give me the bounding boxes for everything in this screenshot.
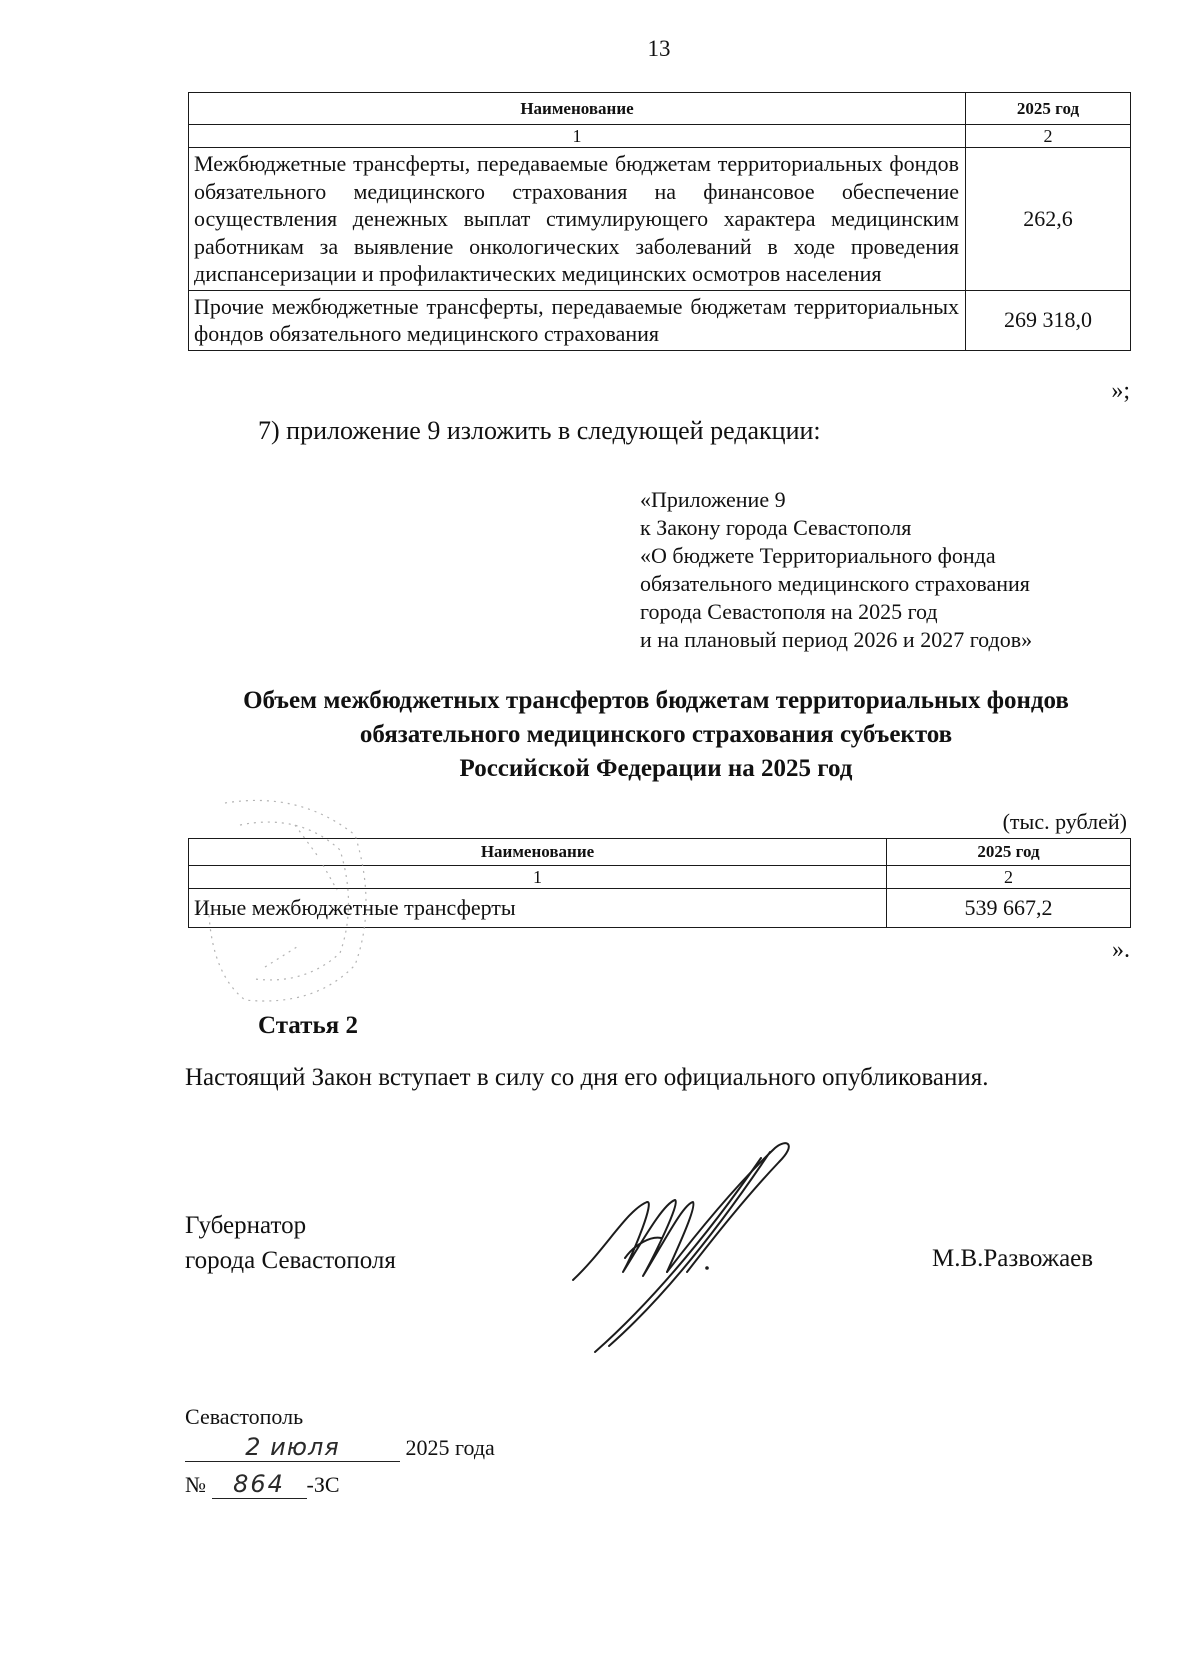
table-header-row bbox=[189, 93, 1131, 125]
signatory-title-line: города Севастополя bbox=[185, 1247, 396, 1274]
page-number: 13 bbox=[647, 36, 671, 61]
table-index-row bbox=[189, 125, 1131, 148]
handwritten-number: 864 bbox=[212, 1470, 307, 1499]
closing-quote-1: »; bbox=[1111, 378, 1130, 404]
table-title-line: обязательного медицинского страхования субъектов bbox=[359, 721, 953, 748]
signatory-title-line: Губернатор bbox=[185, 1212, 307, 1239]
appendix-line: и на плановый период 2026 и 2027 годов» bbox=[640, 627, 1033, 652]
row-value: 262,6 bbox=[966, 148, 1131, 291]
signatory-name: М.В.Развожаев bbox=[932, 1245, 1094, 1272]
transfers-table-1 bbox=[188, 92, 1131, 351]
signing-date bbox=[185, 1433, 495, 1462]
appendix-line: к Закону города Севастополя bbox=[640, 515, 912, 540]
column-index-year: 2 bbox=[966, 125, 1131, 148]
law-number bbox=[185, 1470, 340, 1499]
seal-stamp-icon bbox=[205, 795, 375, 1015]
row-name: Прочие межбюджетные трансферты, передаваемые бюджетам территориальных фондов обязательного медицинского страхования bbox=[189, 290, 966, 350]
column-header-year: 2025 год bbox=[966, 93, 1131, 125]
appendix-line: города Севастополя на 2025 год bbox=[640, 599, 938, 624]
appendix-heading bbox=[640, 486, 1032, 654]
handwritten-signature-icon bbox=[565, 1140, 825, 1360]
date-suffix: 2025 года bbox=[405, 1435, 495, 1460]
table-title-line: Объем межбюджетных трансфертов бюджетам территориальных фондов bbox=[243, 687, 1069, 714]
column-index-name: 1 bbox=[189, 866, 887, 889]
appendix-line: обязательного медицинского страхования bbox=[640, 571, 1030, 596]
column-index-year: 2 bbox=[887, 866, 1131, 889]
handwritten-date: 2 июля bbox=[185, 1433, 400, 1462]
article-text: Настоящий Закон вступает в силу со дня его официального опубликования. bbox=[185, 1064, 989, 1091]
number-suffix: -ЗС bbox=[306, 1472, 340, 1497]
column-header-name: Наименование bbox=[189, 93, 966, 125]
table-row bbox=[189, 148, 1131, 291]
place-of-signing: Севастополь bbox=[185, 1404, 304, 1429]
table-row bbox=[189, 290, 1131, 350]
signatory-title bbox=[185, 1208, 396, 1278]
closing-quote-2: ». bbox=[1112, 937, 1130, 963]
column-index-name: 1 bbox=[189, 125, 966, 148]
number-prefix: № bbox=[185, 1472, 206, 1497]
row-name: Межбюджетные трансферты, передаваемые бюджетам территориальных фондов обязательного медицинского страхования на финансовое обеспечение осуществления денежных выплат стимулирующего характера медицинским работникам за выявление онкологических заболеваний в ходе проведения диспансеризации и профилактических медицинских осмотров населения bbox=[189, 148, 966, 291]
table-title bbox=[180, 684, 1132, 786]
row-value: 269 318,0 bbox=[966, 290, 1131, 350]
column-header-name: Наименование bbox=[189, 839, 887, 866]
row-value: 539 667,2 bbox=[887, 889, 1131, 928]
appendix-line: «О бюджете Территориального фонда bbox=[640, 543, 996, 568]
article-heading: Статья 2 bbox=[258, 1012, 358, 1039]
units-label: (тыс. рублей) bbox=[1002, 809, 1127, 834]
appendix-line: «Приложение 9 bbox=[640, 487, 786, 512]
list-item-7: 7) приложение 9 изложить в следующей редакции: bbox=[258, 416, 821, 445]
table-title-line: Российской Федерации на 2025 год bbox=[459, 755, 853, 782]
row-name: Иные межбюджетные трансферты bbox=[189, 889, 887, 928]
column-header-year: 2025 год bbox=[887, 839, 1131, 866]
